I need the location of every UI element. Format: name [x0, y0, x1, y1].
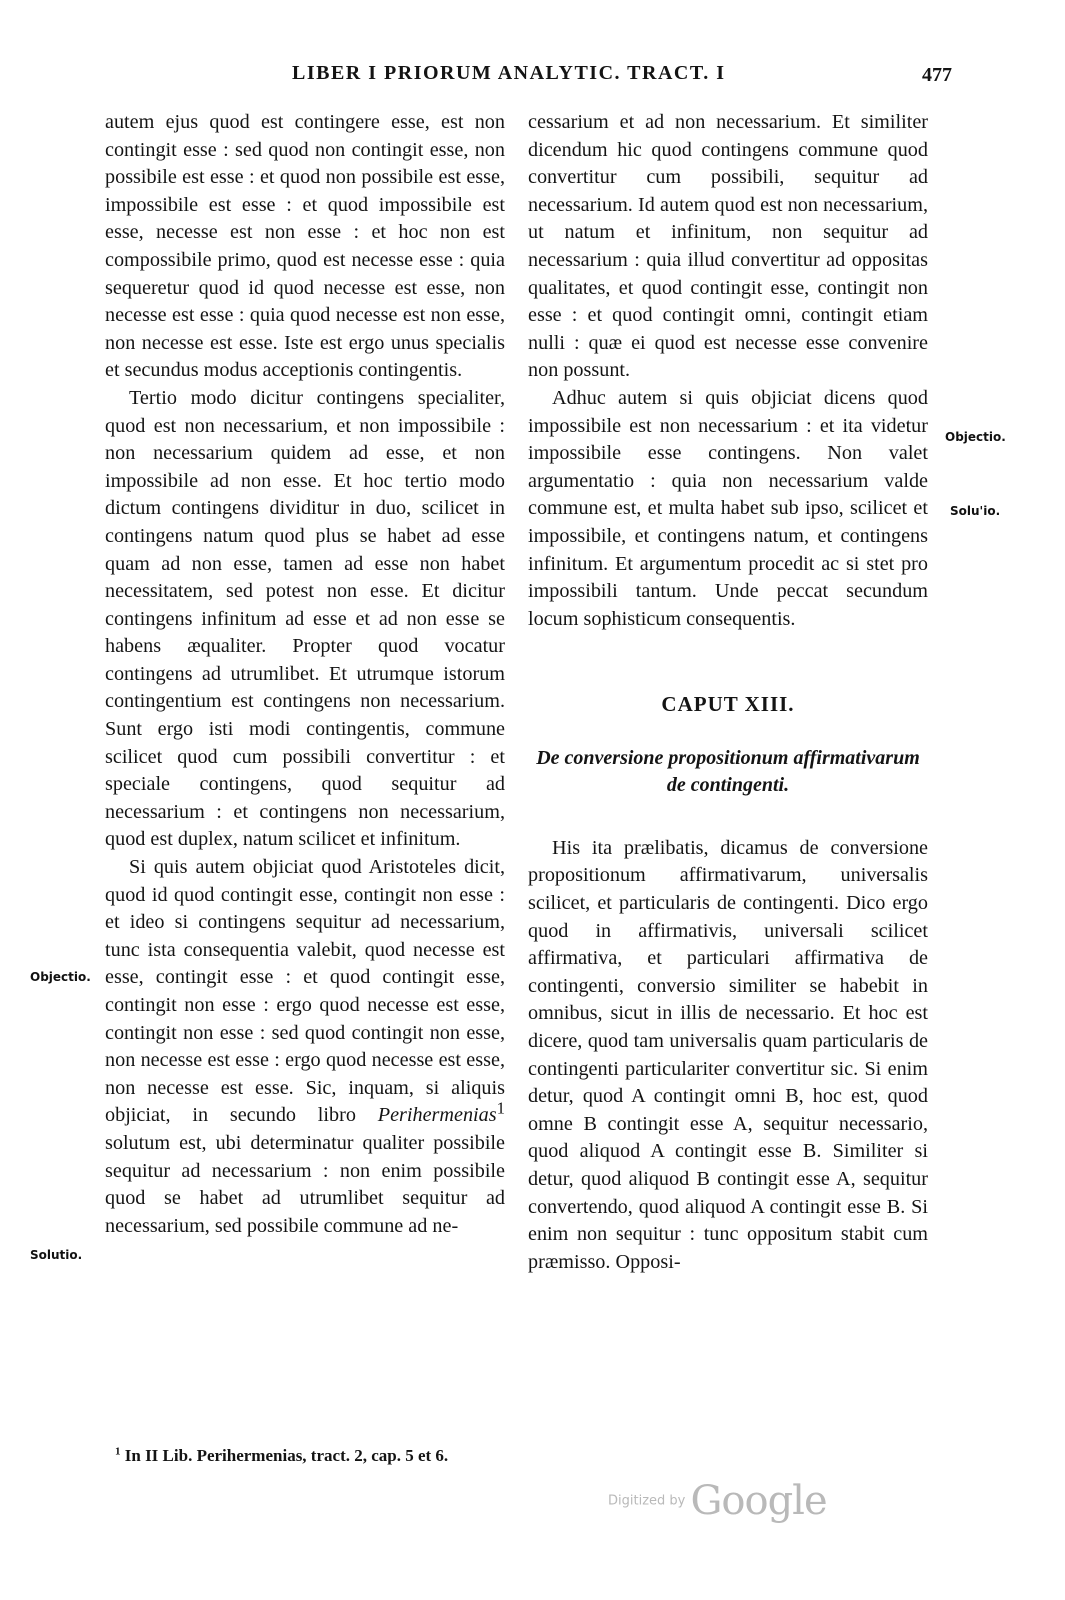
google-logo: Google	[690, 1478, 827, 1524]
margin-note-objectio: Objectio.	[30, 970, 91, 984]
digitized-watermark	[608, 1478, 827, 1524]
paragraph: cessarium et ad non necessarium. Et similiter dicendum hic quod contingens commune quod convertitur cum possibili, sequitur ad necessarium. Id autem quod est non necessarium, ut natum et infinitum, non sequitur ad necessarium : quia illud convertitur ad oppositas qualitates, et quod contingit esse, contingit non esse : et quod contingit omni, contingit etiam nulli : quæ ei quod est necesse esse convenire non possunt.	[528, 111, 928, 382]
page-number: 477	[922, 64, 952, 86]
paragraph: His ita prælibatis, dicamus de conversione propositionum affirmativarum, universalis scilicet, et particularis de contingenti. Dico ergo quod in affirmativis, universali scilicet affirmativa, et particulari affirmativa de contingenti, conversio similiter se habebit in omnibus, sicut in illis de necessario. Et hoc est dicere, quod tam universalis quam particularis de contingenti particulariter convertitur sic. Si enim detur, quod A contingit omni B, hoc est, quod omne B contingit esse A, sequitur necessario, quod aliquod A contingit esse B. Similiter si detur, quod aliquod B contingit esse A, sequitur convertendo, quod aliquod A contingit esse B. Si enim non sequitur : tunc oppositum stabit cum præmisso. Opposi-	[528, 836, 928, 1273]
left-column	[105, 109, 505, 1240]
book-title: Perihermenias	[377, 1104, 497, 1127]
footnote-marker: 1	[115, 1445, 121, 1458]
margin-note-solutio: Solutio.	[30, 1248, 83, 1262]
paragraph: Tertio modo dicitur contingens specialiter, quod est non necessarium, et non impossibile : non necessarium quidem ad esse, et non impossibile ad non esse. Et hoc tertio modo dictum contingens dividitur in duo, scilicet in contingens natum quod plus se habet ad esse quam ad non esse, tamen ad esse non habet necessitatem, sed potest non esse. Et dicitur contingens infinitum ad esse et ad non esse se habens æqualiter. Propter quod vocatur contingens ad utrumlibet. Et utrumque istorum contingentium est contingens non necessarium. Sunt ergo isti modi contingentis, commune scilicet quod cum possibili convertitur : et speciale contingens, quod sequitur ad necessarium : et contingens non necessarium, quod est duplex, natum scilicet et infinitum.	[105, 386, 505, 851]
paragraph: autem ejus quod est contingere esse, est non contingit esse : sed quod non contingit esse, non possibile est esse : et quod non possibile est esse, impossibile est esse : et quod impossibile est esse, necesse est non esse : et hoc non est compossibile primo, quod est necesse esse : quia sequeretur quod id quod necesse est esse, non necesse est esse : quia quod necesse est non esse, non necesse est esse. Iste est ergo unus specialis et secundus modus acceptionis contingentis.	[105, 111, 505, 382]
chapter-subtitle: De conversione propositionum affirmativarum de contingenti.	[536, 746, 920, 796]
paragraph-text: Si quis autem objiciat quod Aristoteles dicit, quod id quod contingit esse, contingit non esse : et ideo si contingens sequitur ad necessarium, tunc ista consequentia valebit, quod necesse est esse, contingit esse : et quod contingit esse, contingit non esse : ergo quod necesse est esse, contingit non esse : sed quod contingit non esse, non necesse est esse : ergo quod necesse est esse, non necesse est esse. Sic, inquam, si aliquis objiciat, in secundo libro	[105, 856, 505, 1127]
footnote-ref: 1	[496, 1098, 506, 1118]
paragraph-text: solutum est, ubi determinatur qualiter possibile sequitur ad necessarium : non enim possibile quod se habet ad utrumlibet sequitur ad necessarium, sed possibile commune ad ne-	[105, 1131, 505, 1237]
running-title: LIBER I PRIORUM ANALYTIC. TRACT. I	[292, 62, 726, 84]
paragraph	[105, 854, 505, 1240]
chapter-heading: CAPUT XIII.	[661, 692, 795, 717]
margin-note-objectio: Objectio.	[945, 430, 1006, 444]
footnote	[115, 1446, 1015, 1466]
page-header	[0, 60, 1065, 100]
right-column	[528, 109, 928, 1276]
paragraph: Adhuc autem si quis objiciat dicens quod impossibile est non necessarium : et ita videtur impossibile esse contingens. Non valet argumentatio : quia non necessarium valde commune est, et multa habet sub ipso, scilicet et impossibile, et contingens natum, et contingens infinitum. Et argumentum procedit ac si stet pro impossibili tantum. Unde peccat secundum locum sophisticum consequentis.	[528, 386, 928, 630]
margin-note-solutio: Solu'io.	[950, 504, 1001, 518]
digitized-label: Digitized by	[608, 1493, 686, 1509]
footnote-text: In II Lib. Perihermenias, tract. 2, cap. 5 et 6.	[124, 1446, 449, 1465]
